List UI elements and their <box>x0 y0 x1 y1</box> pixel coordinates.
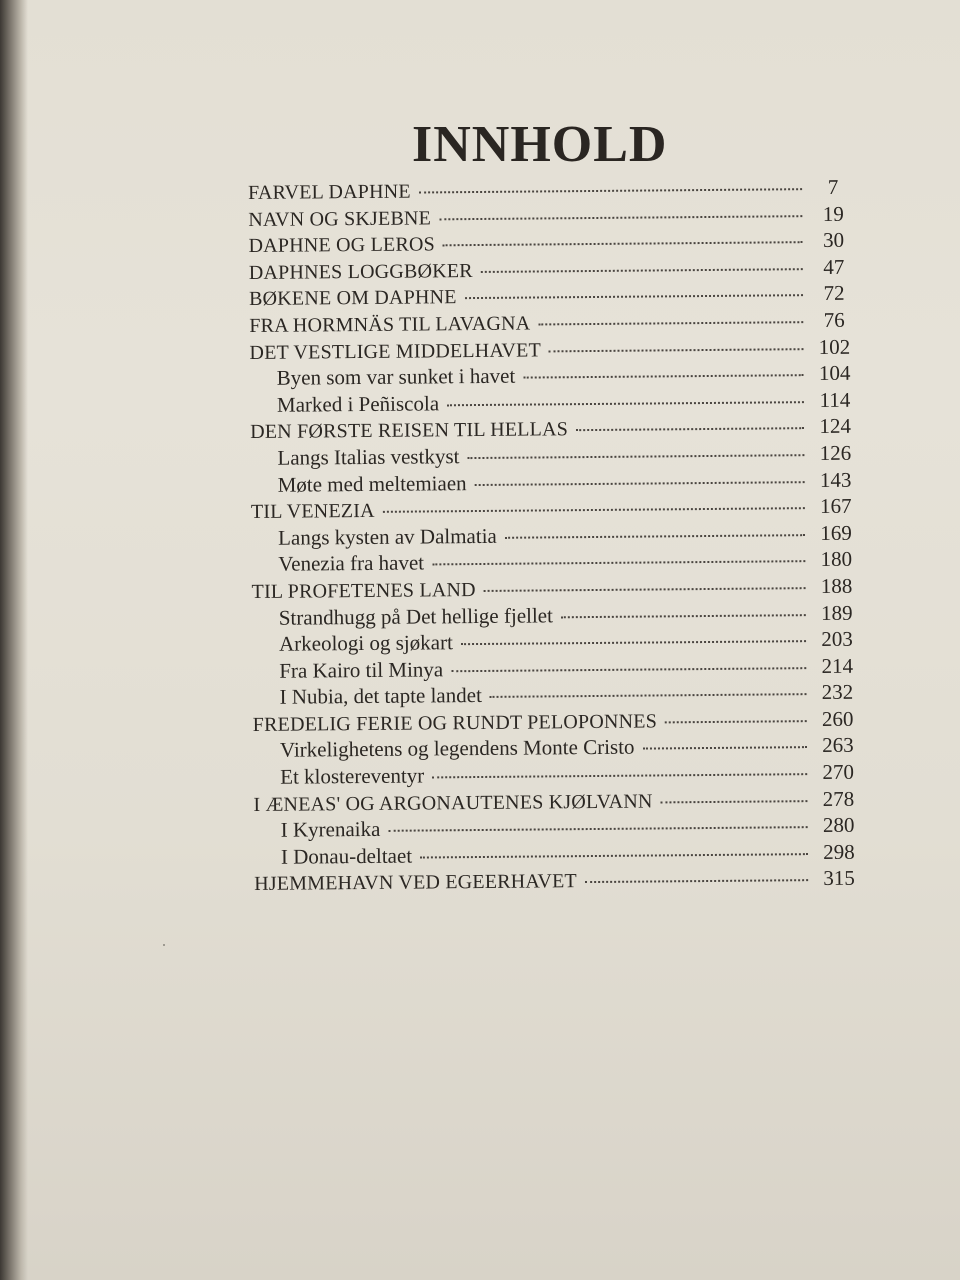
toc-dot-leader <box>561 614 806 618</box>
toc-entry-title: Strandhugg på Det hellige fjellet <box>278 602 554 630</box>
toc-page-number: 126 <box>819 440 852 465</box>
toc-entry-title: FREDELIG FERIE OG RUNDT PELOPONNES <box>252 710 658 736</box>
toc-dot-leader <box>465 295 803 300</box>
toc-page-number: 102 <box>818 334 851 359</box>
toc-entry-title: Venezia fra havet <box>278 550 425 577</box>
toc-entry-title: NAVN OG SKJEBNE <box>248 206 432 231</box>
page-title: INNHOLD <box>412 115 668 173</box>
toc-page-number: 76 <box>823 307 845 332</box>
toc-entry-title: FRA HORMNÄS TIL LAVAGNA <box>249 312 531 337</box>
toc-page-number: 169 <box>820 520 852 545</box>
toc-page-number: 47 <box>823 254 845 279</box>
toc-page-number: 263 <box>822 733 854 758</box>
toc-chapter-entry <box>254 866 864 898</box>
toc-page-number: 180 <box>820 547 853 572</box>
toc-dot-leader <box>484 587 806 592</box>
toc-entry-title: Marked i Peñiscola <box>276 391 440 417</box>
toc-dot-leader <box>585 880 808 884</box>
toc-dot-leader <box>475 481 805 486</box>
toc-dot-leader <box>467 454 804 459</box>
toc-dot-leader <box>505 534 805 539</box>
toc-entry-title: DET VESTLIGE MIDDELHAVET <box>249 339 542 364</box>
toc-entry-title: FARVEL DAPHNE <box>248 180 411 204</box>
toc-page-number: 203 <box>821 626 853 652</box>
toc-dot-leader <box>642 747 806 750</box>
toc-dot-leader <box>443 241 803 246</box>
toc-dot-leader <box>432 773 807 778</box>
toc-entry-title: Møte med meltemiaen <box>277 470 467 497</box>
toc-page-number: 30 <box>822 227 845 253</box>
toc-entry-title: HJEMMEHAVN VED EGEERHAVET <box>254 870 578 896</box>
toc-page-number: 114 <box>819 387 851 412</box>
toc-page-number: 167 <box>820 493 852 519</box>
toc-entry-title: TIL PROFETENES LAND <box>251 578 476 603</box>
toc-dot-leader <box>451 667 806 672</box>
toc-entry-title: I ÆNEAS' OG ARGONAUTENES KJØLVANN <box>253 790 653 816</box>
toc-dot-leader <box>439 215 802 220</box>
page-binding-shadow <box>0 0 28 1280</box>
toc-entry-title: I Kyrenaika <box>280 817 381 842</box>
paper-speck <box>163 944 165 946</box>
toc-entry-title: Byen som var sunket i havet <box>276 363 516 390</box>
toc-entry-title: DEN FØRSTE REISEN TIL HELLAS <box>250 418 569 444</box>
toc-page-number: 298 <box>823 839 855 864</box>
toc-page-number: 232 <box>821 680 854 705</box>
toc-page-number: 104 <box>818 360 851 386</box>
toc-dot-leader <box>490 693 807 698</box>
toc-page-number: 7 <box>827 174 839 199</box>
toc-dot-leader <box>576 427 804 431</box>
toc-dot-leader <box>461 640 806 645</box>
toc-page-number: 315 <box>823 866 855 891</box>
toc-entry-title: Arkeologi og sjøkart <box>278 630 453 656</box>
toc-dot-leader <box>523 374 803 378</box>
toc-dot-leader <box>388 826 807 832</box>
toc-entry-title: Et klostereventyr <box>280 763 425 789</box>
toc-dot-leader <box>447 401 804 406</box>
toc-entry-title: Fra Kairo til Minya <box>279 657 444 683</box>
toc-dot-leader <box>538 321 803 325</box>
toc-page-number: 214 <box>821 653 854 678</box>
toc-entry-title: Virkelighetens og legendens Monte Cristo <box>279 735 635 763</box>
toc-page-number: 124 <box>819 414 852 439</box>
toc-dot-leader <box>661 800 808 803</box>
toc-page-number: 72 <box>823 281 845 306</box>
toc-dot-leader <box>383 507 805 513</box>
toc-entry-title: DAPHNES LOGGBØKER <box>248 259 473 284</box>
toc-dot-leader <box>420 853 808 858</box>
toc-dot-leader <box>481 268 803 273</box>
toc-entry-title: Langs Italias vestkyst <box>277 444 460 470</box>
toc-page-number: 143 <box>819 467 852 492</box>
toc-page-number: 19 <box>822 201 844 226</box>
toc-dot-leader <box>549 348 804 352</box>
toc-page-number: 270 <box>822 759 855 785</box>
toc-page-number: 278 <box>822 786 855 811</box>
toc-entry-title: I Donau-deltaet <box>280 843 413 869</box>
toc-entry-title: I Nubia, det tapte landet <box>279 683 482 710</box>
toc-entry-title: TIL VENEZIA <box>250 500 375 524</box>
toc-entry-title: DAPHNE OG LEROS <box>248 233 436 258</box>
toc-entry-title: BØKENE OM DAPHNE <box>248 286 457 311</box>
toc-page-number: 260 <box>821 706 854 731</box>
toc-dot-leader <box>432 560 805 565</box>
toc-page-number: 189 <box>820 600 853 625</box>
table-of-contents <box>248 175 864 898</box>
toc-dot-leader <box>665 720 807 723</box>
toc-dot-leader <box>419 188 802 193</box>
toc-page-number: 188 <box>820 573 853 598</box>
toc-entry-title: Langs kysten av Dalmatia <box>278 523 497 550</box>
toc-page-number: 280 <box>822 812 855 838</box>
